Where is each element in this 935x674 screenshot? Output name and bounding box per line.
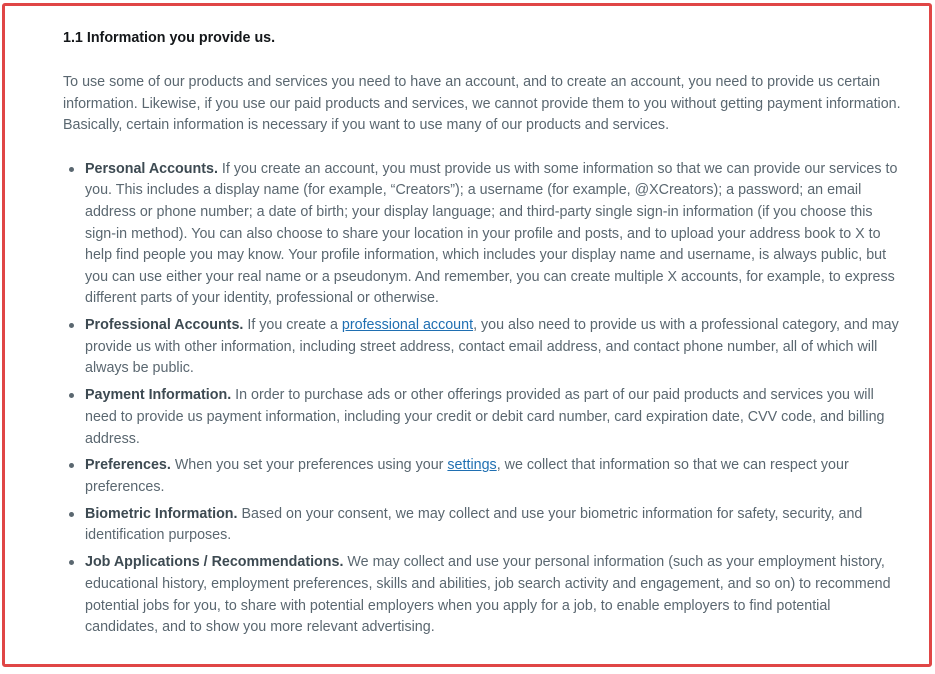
- bullet-icon: [69, 463, 74, 468]
- item-text: We may collect and use your personal information (such as your employment history, educational history, employment preferences, skills and abilities, job search activity and engagement, and so on) to recommend potential jobs for you, to share with potential employers when you apply for a job, to enable employers to find potential candidates, and to show you more relevant advertising.: [85, 554, 891, 636]
- item-term: Job Applications / Recommendations.: [85, 554, 344, 571]
- item-text: , you also need to provide us with a professional category, and may provide us with other information, including street address, contact email address, and contact phone number, all of which will always be public.: [85, 317, 899, 377]
- list-item-professional-accounts: [85, 315, 901, 380]
- item-term: Professional Accounts.: [85, 317, 244, 334]
- item-text: In order to purchase ads or other offerings provided as part of our paid products and services you will need to provide us payment information, including your credit or debit card number, card expiration date, CVV code, and billing address.: [85, 387, 885, 447]
- item-text: When you set your preferences using your: [170, 457, 448, 474]
- info-list: [63, 159, 923, 639]
- list-item-preferences: [85, 455, 901, 498]
- settings-link[interactable]: settings: [447, 457, 497, 474]
- bullet-icon: [69, 560, 74, 565]
- item-term: Preferences.: [85, 457, 171, 474]
- bullet-icon: [69, 167, 74, 172]
- item-text: If you create a: [243, 317, 342, 334]
- list-item-payment-information: [85, 385, 901, 450]
- professional-account-link[interactable]: professional account: [341, 317, 474, 334]
- bullet-icon: [69, 393, 74, 398]
- highlight-frame: [2, 3, 932, 667]
- item-text: , we collect that information so that we can respect your preferences.: [85, 457, 849, 495]
- item-term: Personal Accounts.: [85, 160, 218, 177]
- policy-section: [63, 28, 923, 644]
- section-title: 1.1 Information you provide us.: [63, 30, 276, 46]
- list-item-job-applications: [85, 552, 901, 638]
- section-intro: To use some of our products and services you need to have an account, and to create an account, you need to provide us certain information. Likewise, if you use our paid products and services, we cannot provide them to you without getting payment information. Basically, certain information is necessary if you want to use many of our products and services.: [63, 74, 901, 134]
- item-term: Payment Information.: [85, 387, 232, 404]
- item-text: Based on your consent, we may collect and use your biometric information for safety, security, and identification purposes.: [85, 505, 863, 544]
- bullet-icon: [69, 512, 74, 517]
- bullet-icon: [69, 323, 74, 328]
- list-item-personal-accounts: [85, 159, 901, 310]
- item-text: If you create an account, you must provide us with some information so that we can provide our services to you. This includes a display name (for example, “Creators”); a username (for example, @XCreators); a password; an email address or phone number; a date of birth; your display language; and third-party single sign-in information (if you choose this sign-in method). You can also choose to share your location in your profile and posts, and to upload your address book to X to help find people you may know. Your profile information, which includes your display name and username, is always public, but you can use either your real name or a pseudonym. And remember, you can create multiple X accounts, for example, to express different parts of your identity, professional or otherwise.: [85, 160, 898, 307]
- list-item-biometric-information: [85, 504, 901, 547]
- item-term: Biometric Information.: [85, 505, 238, 522]
